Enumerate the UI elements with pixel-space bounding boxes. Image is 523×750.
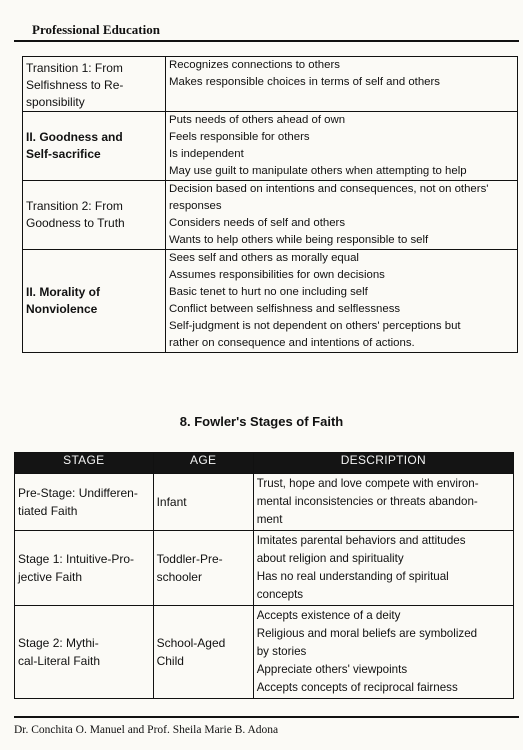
description-line: concepts bbox=[256, 588, 304, 601]
description-line: Imitates parental behaviors and attitudes bbox=[256, 534, 466, 547]
stage-cell bbox=[15, 474, 154, 531]
table-row bbox=[15, 531, 514, 606]
description-line: about religion and spirituality bbox=[256, 552, 404, 565]
characteristic-item: Assumes responsibilities for own decisions bbox=[169, 269, 385, 281]
characteristic-item: May use guilt to manipulate others when attempting to help bbox=[169, 165, 467, 177]
table-row bbox=[23, 250, 518, 353]
description-cell bbox=[253, 531, 513, 606]
stage-label: sponsibility bbox=[26, 95, 85, 109]
characteristic-item: Feels responsible for others bbox=[169, 131, 310, 143]
table-row bbox=[23, 57, 518, 112]
stage-cell bbox=[23, 112, 166, 181]
description-cell bbox=[253, 606, 513, 699]
table-row bbox=[15, 606, 514, 699]
characteristics-cell bbox=[166, 112, 518, 181]
characteristic-item: Sees self and others as morally equal bbox=[169, 252, 359, 264]
stage-cell bbox=[15, 606, 154, 699]
table-header-row bbox=[15, 453, 514, 474]
stage-label: Stage 1: Intuitive-Pro- bbox=[18, 552, 135, 566]
gilligan-stages-table bbox=[22, 56, 518, 353]
stage-label: Self-sacrifice bbox=[26, 147, 101, 161]
stage-label: tiated Faith bbox=[18, 504, 78, 518]
characteristic-item: Puts needs of others ahead of own bbox=[169, 114, 346, 126]
stage-label: Pre-Stage: Undifferen- bbox=[18, 486, 138, 500]
characteristic-item: Decision based on intentions and consequences, not on others' bbox=[169, 183, 489, 195]
age-cell bbox=[153, 474, 253, 531]
fowler-stages-table bbox=[14, 452, 514, 699]
characteristic-item: Is independent bbox=[169, 148, 244, 160]
description-line: Trust, hope and love compete with environ- bbox=[256, 477, 479, 490]
characteristic-item: rather on consequence and intentions of actions. bbox=[169, 337, 415, 349]
description-line: mental inconsistencies or threats abandon- bbox=[256, 495, 478, 508]
characteristics-cell bbox=[166, 57, 518, 112]
stage-label: II. Goodness and bbox=[26, 130, 123, 144]
column-header-age: AGE bbox=[153, 453, 253, 474]
characteristic-item: Basic tenet to hurt no one including self bbox=[169, 286, 368, 298]
column-header-stage: STAGE bbox=[15, 453, 154, 474]
description-cell bbox=[253, 474, 513, 531]
description-line: by stories bbox=[256, 645, 307, 658]
age-label: schooler bbox=[156, 570, 202, 584]
column-header-description: DESCRIPTION bbox=[253, 453, 513, 474]
stage-label: Transition 2: From bbox=[26, 199, 123, 213]
description-line: Religious and moral beliefs are symbolized bbox=[256, 627, 478, 640]
table-row bbox=[23, 181, 518, 250]
description-line: Accepts existence of a deity bbox=[256, 609, 401, 622]
description-line: Appreciate others' viewpoints bbox=[256, 663, 408, 676]
age-label: Child bbox=[156, 654, 184, 668]
footer-authors: Dr. Conchita O. Manuel and Prof. Sheila Marie B. Adona bbox=[14, 724, 279, 736]
characteristic-item: Considers needs of self and others bbox=[169, 217, 346, 229]
characteristic-item: Recognizes connections to others bbox=[169, 59, 340, 71]
footer-rule bbox=[14, 716, 519, 718]
stage-label: Nonviolence bbox=[26, 302, 98, 316]
stage-cell bbox=[15, 531, 154, 606]
characteristics-cell bbox=[166, 250, 518, 353]
characteristic-item: Conflict between selfishness and selflessness bbox=[169, 303, 401, 315]
age-label: Toddler-Pre- bbox=[156, 552, 223, 566]
section-title: 8. Fowler's Stages of Faith bbox=[179, 414, 344, 429]
characteristic-item: responses bbox=[169, 200, 222, 212]
stage-label: jective Faith bbox=[18, 570, 83, 584]
stage-cell bbox=[23, 57, 166, 112]
characteristic-item: Self-judgment is not dependent on others' perceptions but bbox=[169, 320, 461, 332]
page-header: Professional Education bbox=[32, 22, 160, 37]
age-label: Infant bbox=[156, 495, 187, 509]
stage-label: II. Morality of bbox=[26, 285, 101, 299]
table-row bbox=[15, 474, 514, 531]
description-line: ment bbox=[256, 513, 283, 526]
stage-label: Stage 2: Mythi- bbox=[18, 636, 99, 650]
age-cell bbox=[153, 531, 253, 606]
characteristic-item: Wants to help others while being responsible to self bbox=[169, 234, 429, 246]
description-line: Has no real understanding of spiritual bbox=[256, 570, 449, 583]
stage-label: cal-Literal Faith bbox=[18, 654, 101, 668]
characteristics-cell bbox=[166, 181, 518, 250]
stage-label: Selfishness to Re- bbox=[26, 78, 124, 92]
description-line: Accepts concepts of reciprocal fairness bbox=[256, 681, 458, 694]
characteristic-item: Makes responsible choices in terms of self and others bbox=[169, 76, 440, 88]
stage-label: Goodness to Truth bbox=[26, 216, 125, 230]
stage-cell bbox=[23, 181, 166, 250]
table-row bbox=[23, 112, 518, 181]
age-cell bbox=[153, 606, 253, 699]
age-label: School-Aged bbox=[156, 636, 226, 650]
header-rule bbox=[14, 40, 519, 42]
stage-label: Transition 1: From bbox=[26, 61, 123, 75]
stage-cell bbox=[23, 250, 166, 353]
